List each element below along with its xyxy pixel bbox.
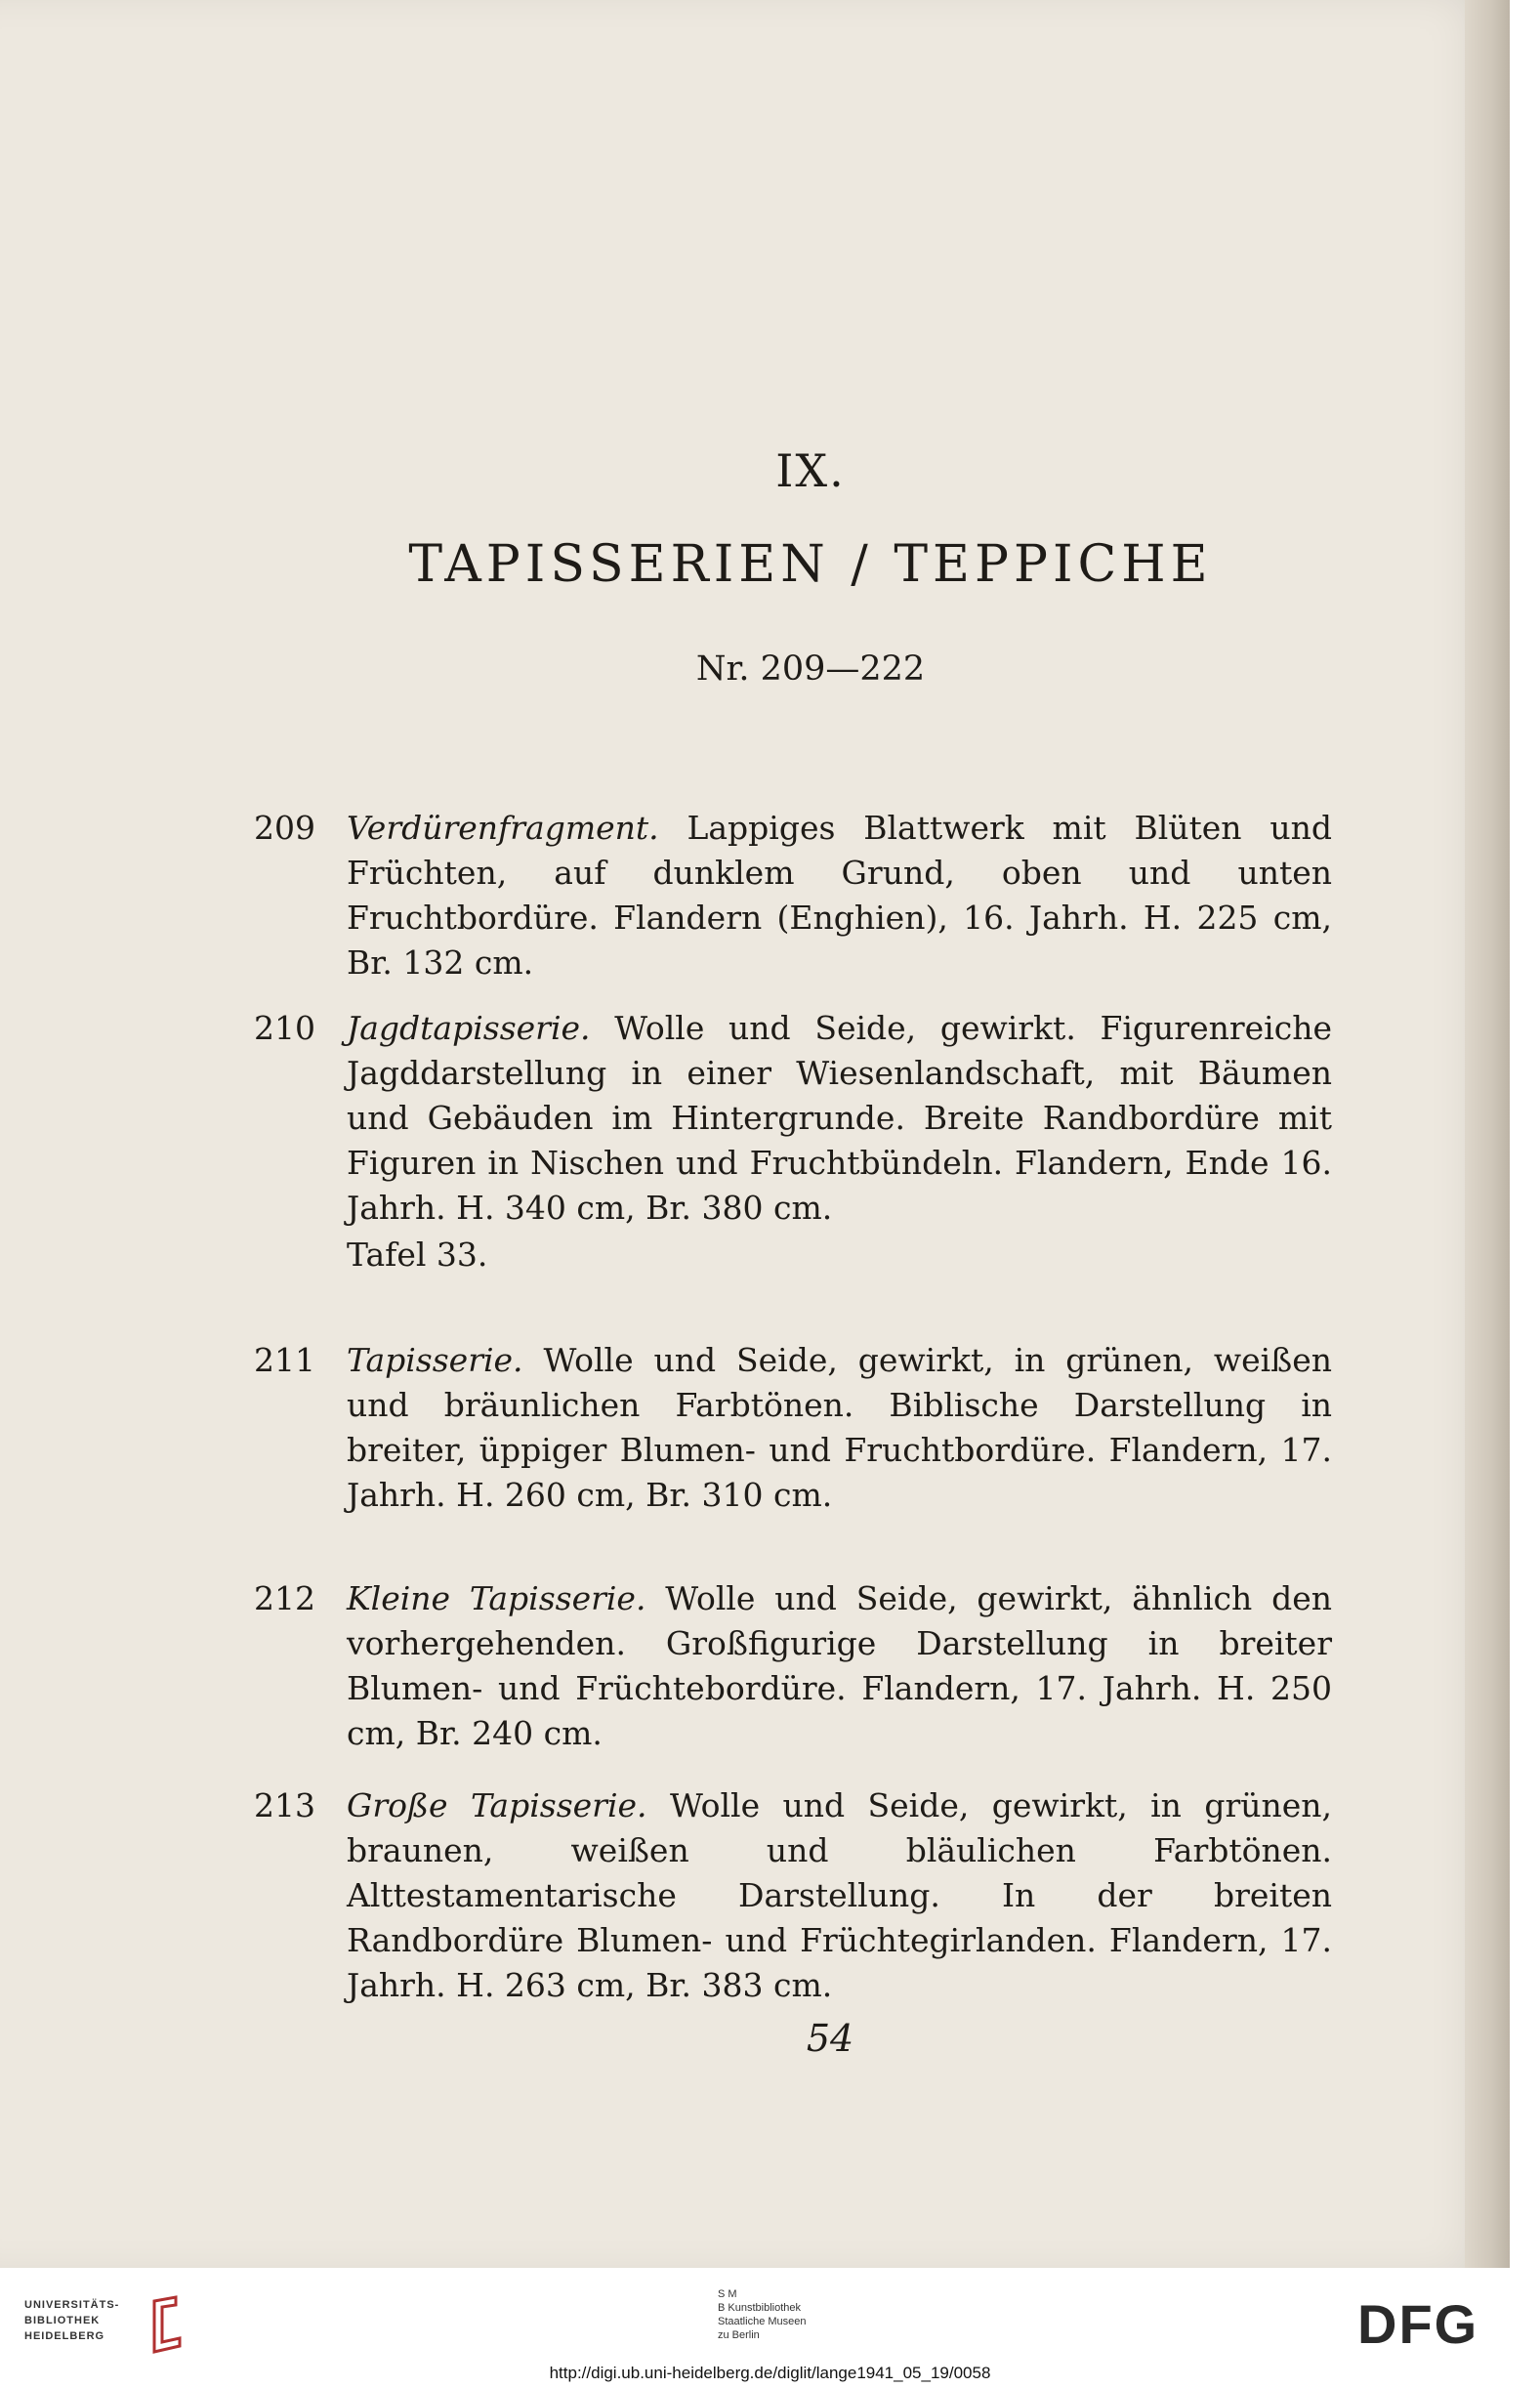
university-library-logo-text [24, 2297, 151, 2344]
chapter-title: TAPISSERIEN / TEPPICHE [408, 535, 1213, 594]
university-line: HEIDELBERG [24, 2330, 105, 2342]
chapter-number: IX. [775, 444, 846, 497]
entry-title: Tapisserie. [347, 1341, 523, 1379]
smb-line: S M [718, 2288, 737, 2300]
entry-text: Wolle und Seide, gewirkt, ähnlich den vorhergehenden. Großfigurige Darstellung in breiter Blumen- und Früchtebordüre. Flandern, 17. Jahrh. H. 250 cm, Br. 240 cm. [347, 1579, 1332, 1752]
dfg-logo: DFG [1357, 2293, 1479, 2355]
chapter-range: Nr. 209—222 [695, 649, 926, 689]
smb-line: zu Berlin [718, 2329, 760, 2341]
entry-title: Jagdtapisserie. [347, 1009, 591, 1047]
entry-number: 209 [254, 809, 315, 847]
plate-reference: Tafel 33. [347, 1236, 488, 1274]
page-number: 54 [806, 2017, 854, 2060]
catalog-entry-211 [254, 1338, 1332, 1518]
entry-text: Lappiges Blattwerk mit Blüten und Früchten, auf dunklem Grund, oben und unten Fruchtbordüre. Flandern (Enghien), 16. Jahrh. H. 225 cm, Br. 132 cm. [347, 809, 1332, 982]
entry-number: 213 [254, 1786, 315, 1824]
entry-number: 211 [254, 1341, 315, 1379]
catalog-entry-209 [254, 806, 1332, 985]
entry-text: Wolle und Seide, gewirkt, in grünen, braunen, weißen und bläulichen Farbtönen. Alttestamentarische Darstellung. In der breiten Randbordüre Blumen- und Früchtegirlanden. Flandern, 17. Jahrh. H. 263 cm, Br. 383 cm. [347, 1786, 1333, 2004]
catalog-entry-213 [254, 1783, 1332, 2008]
entry-title: Große Tapisserie. [347, 1786, 647, 1824]
entry-text: Wolle und Seide, gewirkt, in grünen, weißen und bräunlichen Farbtönen. Biblische Darstellung in breiter, üppiger Blumen- und Fruchtbordüre. Flandern, 17. Jahrh. H. 260 cm, Br. 310 cm. [347, 1341, 1332, 1514]
entry-title: Kleine Tapisserie. [347, 1579, 646, 1617]
catalog-entry-210 [254, 1006, 1332, 1278]
entry-title: Verdürenfragment. [347, 809, 659, 847]
source-url[interactable]: http://digi.ub.uni-heidelberg.de/diglit/lange1941_05_19/0058 [549, 2364, 991, 2382]
university-line: BIBLIOTHEK [24, 2315, 101, 2326]
university-library-mark-icon [146, 2295, 186, 2354]
entry-text: Wolle und Seide, gewirkt. Figurenreiche Jagddarstellung in einer Wiesenlandschaft, mit Bäumen und Gebäuden im Hintergrunde. Breite Randbordüre mit Figuren in Nischen und Fruchtbündeln. Flandern, Ende 16. Jahrh. H. 340 cm, Br. 380 cm. [347, 1009, 1332, 1227]
entry-number: 210 [254, 1009, 315, 1047]
page-edge [1465, 0, 1510, 2268]
university-line: UNIVERSITÄTS- [24, 2299, 120, 2311]
catalog-entry-212 [254, 1576, 1332, 1756]
smb-line: Staatliche Museen [718, 2316, 807, 2327]
entry-number: 212 [254, 1579, 315, 1617]
smb-line: B Kunstbibliothek [718, 2302, 801, 2314]
smb-kunstbibliothek-logo [718, 2287, 874, 2342]
